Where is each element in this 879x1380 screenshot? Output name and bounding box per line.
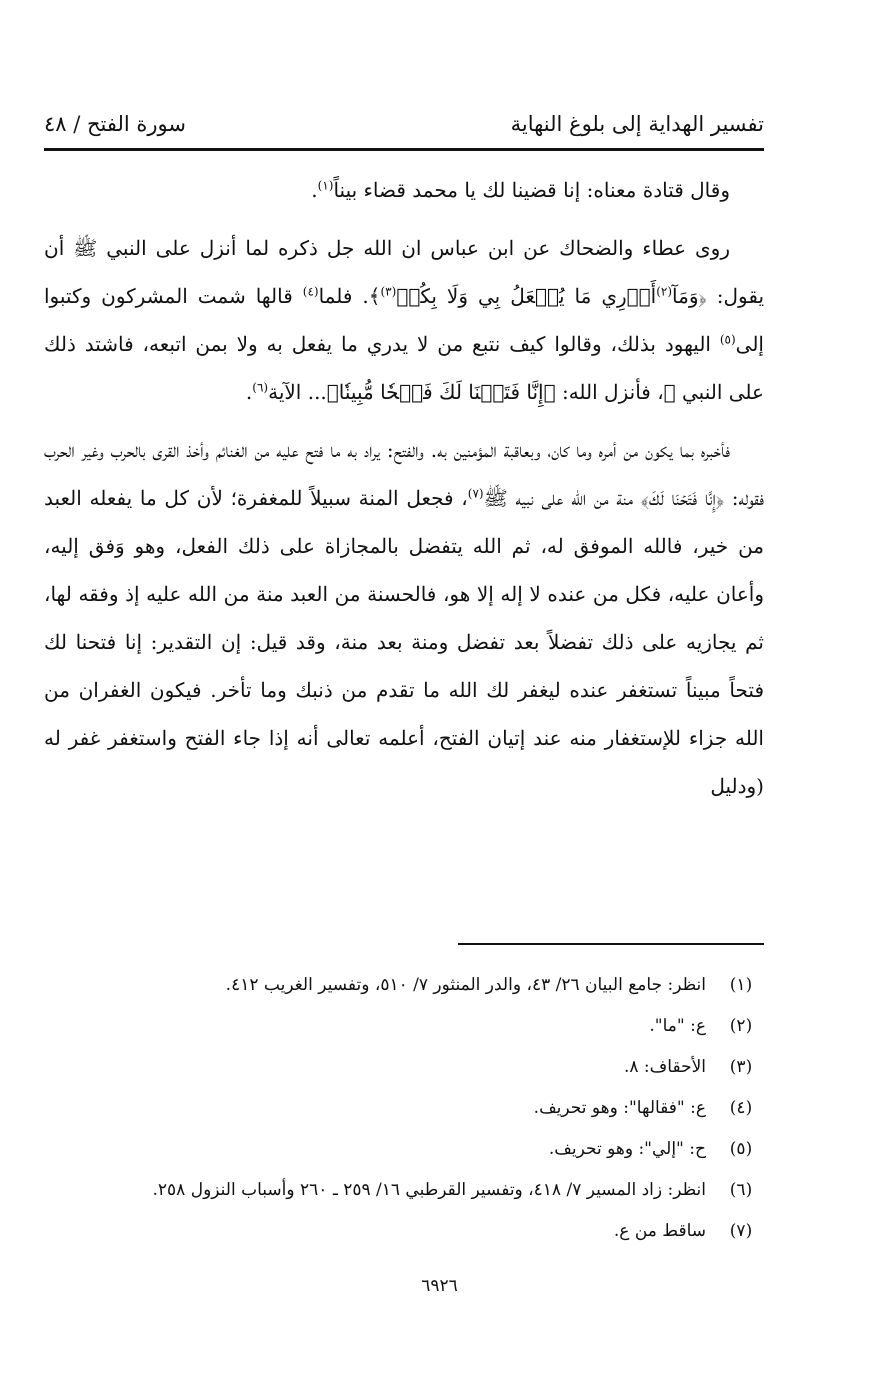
- footnote: [44, 1087, 764, 1128]
- quran-quote: ﴿إِنَّا فَتَحۡنَا لَكَ فَتۡحٗا مُّبِينٗا﴾: [326, 380, 556, 404]
- footnote-number: (٤): [729, 1097, 753, 1118]
- paragraph-3: فأخبره بما يكون من أمره وما كان، وبعاقبة المؤمنين به. والفتح: يراد به ما فتح عليه من الغنائم وأخذ القرى بالحرب وغير الحرب فقوله: ﴿إِنَّا فَتَحۡنَا لَكَ﴾ منة من الله على نبيه ﷺ$^{(٧)}$، فجعل المنة سبيلاً للمغفرة؛ لأن كل ما يفعله العبد من خير، فالله الموفق له، ثم الله يتفضل بالمجازاة على ذلك الفعل، وهو وَفق إليه، وأعان عليه، فكل من عنده لا إله إلا هو، فالحسنة من العبد منة من الله عليه إذ وفقه لها، ثم يجازيه على ذلك تفضلاً بعد تفضل ومنة بعد منة، وقد قيل: إن التقدير: إنا فتحنا لك فتحاً مبيناً تستغفر عنده ليغفر لك الله ما تقدم من ذنبك وما تأخر. فيكون الغفران من الله جزاء للإستغفار منه عند إتيان الفتح، أعلمه تعالى أنه إذا جاء الفتح واستغفر غفر له (ودليل: [44, 438, 764, 798]
- footnote-number: (٣): [729, 1056, 753, 1077]
- footnote-ref-6: (٦): [252, 380, 269, 395]
- paragraph-2: روى عطاء والضحاك عن ابن عباس ان الله جل ذكره لما أنزل على النبي ﷺ أن يقول: ﴿وَمَآ$^{(٢)}$أَدۡرِي مَا يُفۡعَلُ بِي وَلَا بِكُمۡ$^{(٣)}$﴾. فلما$^{(٤)}$ قالها شمت المشركون وكتبوا إلى$^{(٥)}$ اليهود بذلك، وقالوا كيف نتبع من لا يدري ما يفعل به ولا بمن اتبعه، فاشتد ذلك على النبي ﷺ، فأنزل الله: ﴿إِنَّا فَتَحۡنَا لَكَ فَتۡحٗا مُّبِينٗا﴾... الآية$^{(٦)}$.: [44, 236, 765, 404]
- footnote: [44, 1210, 764, 1251]
- footnote-ref-5: (٥): [719, 332, 736, 347]
- footnote-ref-4: (٤): [302, 284, 319, 299]
- footnote: [44, 1005, 764, 1046]
- book-title: تفسير الهداية إلى بلوغ النهاية: [510, 112, 764, 136]
- footnote-ref-2: (٢): [656, 284, 673, 299]
- quran-quote: ﴿إِنَّا فَتَحۡنَا لَكَ﴾: [640, 486, 725, 510]
- paragraph-1: وقال قتادة معناه: إنا قضينا لك يا محمد قضاء بيناً$^{(١)}$.: [311, 178, 730, 202]
- main-text: [44, 166, 764, 820]
- footnote: [44, 1128, 764, 1169]
- footnote-text: ح: "إلي": وهو تحريف.: [548, 1138, 706, 1159]
- quran-quote: أَدۡرِي مَا يُفۡعَلُ بِي وَلَا بِكُمۡ: [396, 284, 657, 308]
- quran-quote: ﴿وَمَآ: [672, 284, 707, 308]
- footnote-separator: [458, 943, 764, 945]
- running-header: [44, 104, 764, 144]
- footnote-text: ساقط من ع.: [613, 1220, 706, 1241]
- footnote-number: (٥): [729, 1138, 753, 1159]
- footnote-text: الأحقاف: ٨.: [623, 1056, 706, 1077]
- footnote-ref-1: (١): [317, 178, 334, 193]
- footnotes: [44, 964, 764, 1251]
- page-number: ٦٩٢٦: [421, 1276, 458, 1296]
- footnote-number: (٧): [729, 1220, 753, 1241]
- footnote-number: (١): [729, 974, 753, 995]
- footnote-text: ع: "ما".: [649, 1015, 706, 1036]
- footnote-text: انظر: جامع البيان ٢٦/ ٤٣، والدر المنثور ٧/ ٥١٠، وتفسير الغريب ٤١٢.: [225, 974, 706, 995]
- footnote: [44, 1169, 764, 1210]
- footnote-number: (٢): [729, 1015, 753, 1036]
- footnote-ref-7: (٧): [467, 486, 484, 501]
- footnote: [44, 964, 764, 1005]
- footnote-ref-3: (٣): [380, 284, 397, 299]
- footnote-text: انظر: زاد المسير ٧/ ٤١٨، وتفسير القرطبي ١٦/ ٢٥٩ ـ ٢٦٠ وأسباب النزول ٢٥٨.: [152, 1179, 706, 1200]
- footnote: [44, 1046, 764, 1087]
- surah-and-page: سورة الفتح / ٤٨: [44, 112, 186, 136]
- footnote-text: ع: "فقالها": وهو تحريف.: [533, 1097, 706, 1118]
- header-rule: [44, 148, 764, 151]
- footnote-number: (٦): [729, 1179, 753, 1200]
